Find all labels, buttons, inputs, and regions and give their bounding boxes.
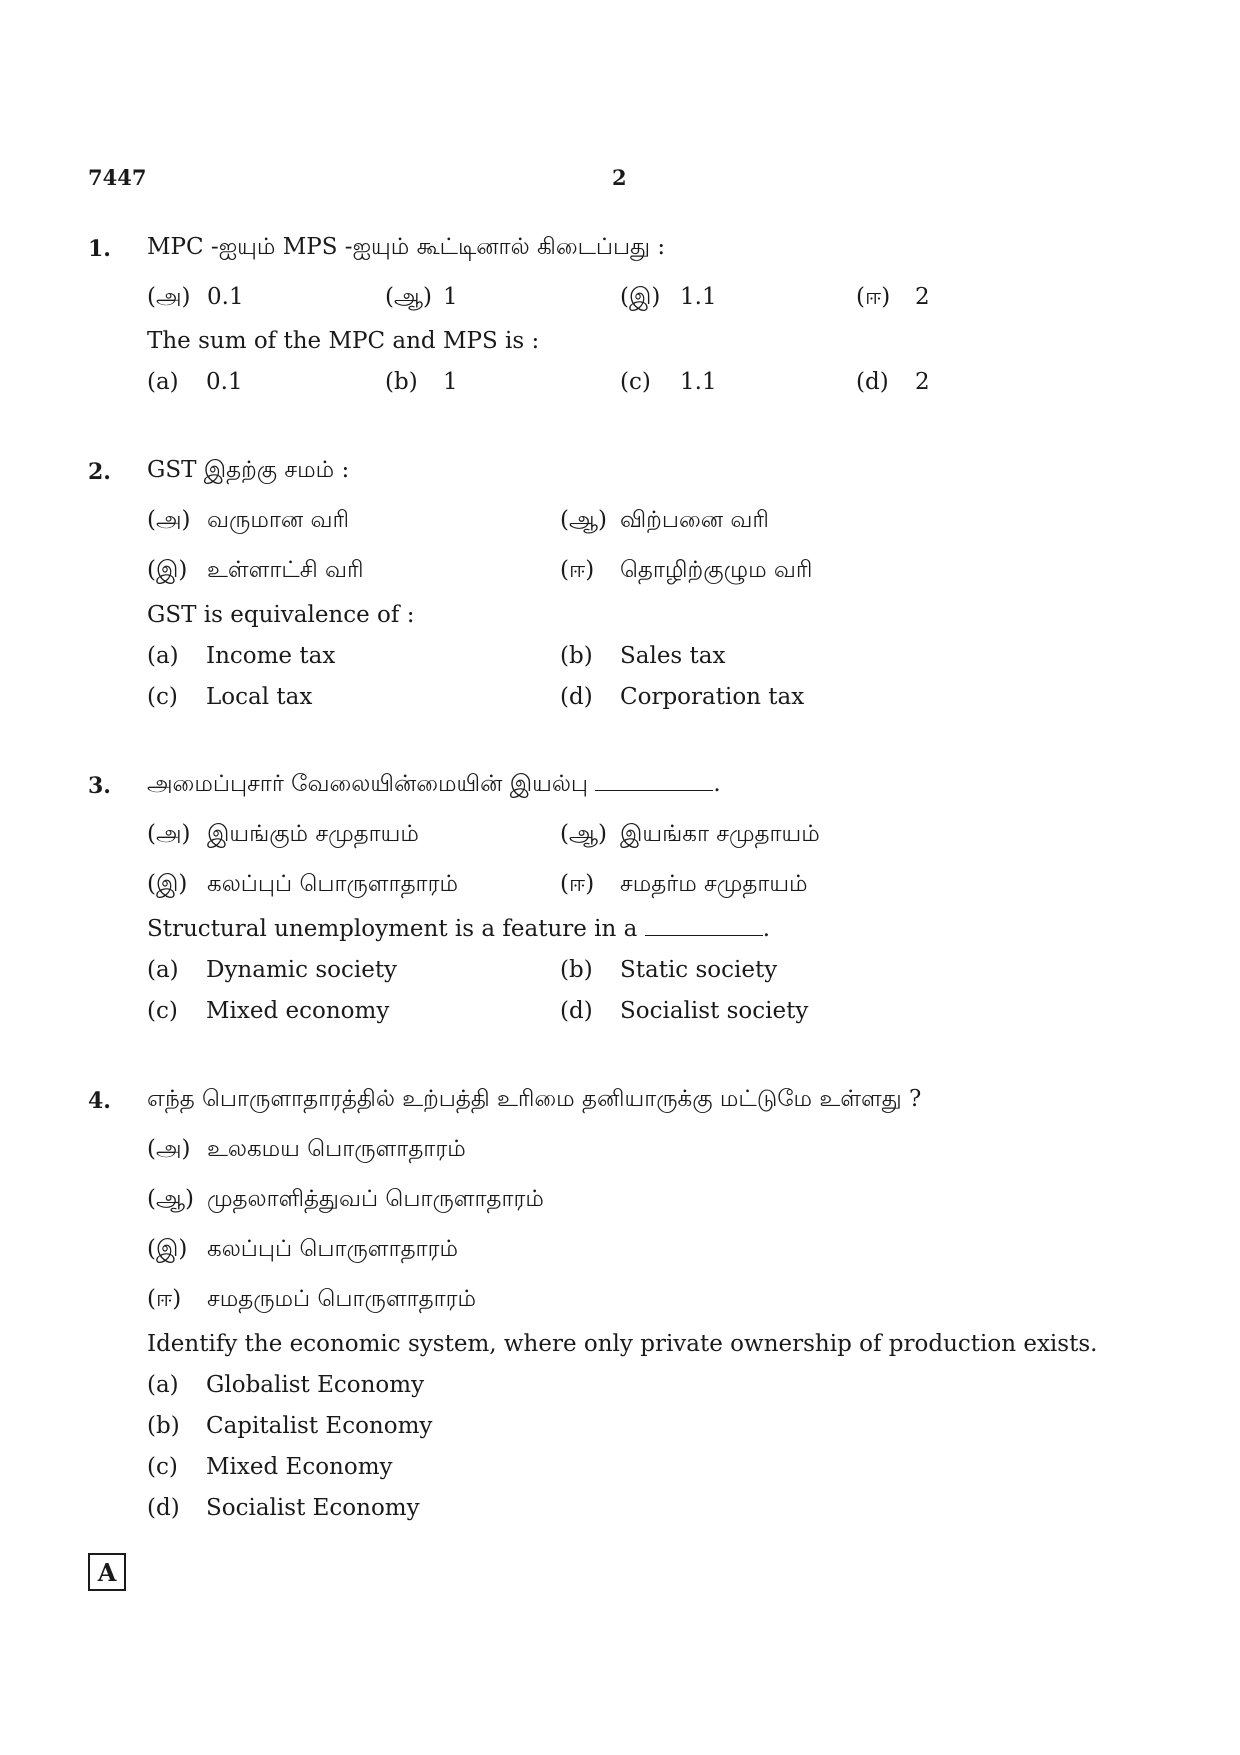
option-text: 2 (915, 369, 930, 395)
option-label: (c) (147, 684, 178, 710)
answer-blank (595, 789, 713, 791)
option-text: வருமான வரி (207, 507, 350, 533)
option-text: Socialist Economy (206, 1495, 420, 1521)
option-label: (c) (620, 369, 651, 395)
option-text: 0.1 (206, 369, 243, 395)
question-stem-english: GST is equivalence of : (147, 602, 415, 628)
question-stem-tamil: GST இதற்கு சமம் : (147, 457, 350, 483)
option-label: (இ) (620, 284, 661, 310)
option-label: (b) (147, 1413, 180, 1439)
option-label: (ஆ) (560, 507, 608, 533)
option-text: விற்பனை வரி (620, 507, 769, 533)
option-label: (ஈ) (856, 284, 891, 310)
option-label: (d) (560, 684, 593, 710)
option-label: (அ) (147, 1136, 191, 1162)
option-text: Capitalist Economy (206, 1413, 433, 1439)
option-label: (இ) (147, 557, 188, 583)
option-text: 2 (915, 284, 930, 310)
question-stem-tamil: MPC -ஐயும் MPS -ஐயும் கூட்டினால் கிடைப்பது : (147, 234, 666, 260)
option-text: Mixed economy (206, 998, 390, 1024)
option-label: (இ) (147, 871, 188, 897)
question-number: 2. (88, 459, 111, 485)
page-number: 2 (612, 165, 627, 190)
option-text: இயங்கும் சமுதாயம் (207, 821, 419, 847)
paper-code: 7447 (88, 165, 147, 190)
option-text: Static society (620, 957, 778, 983)
option-label: (அ) (147, 507, 191, 533)
option-text: கலப்புப் பொருளாதாரம் (207, 1236, 458, 1262)
option-text: சமதர்ம சமுதாயம் (620, 871, 808, 897)
option-text: தொழிற்குழும வரி (620, 557, 813, 583)
option-label: (அ) (147, 821, 191, 847)
option-text: 1 (443, 284, 458, 310)
option-label: (a) (147, 1372, 179, 1398)
option-label: (a) (147, 643, 179, 669)
stem-text: அமைப்புசார் வேலையின்மையின் இயல்பு (147, 771, 589, 797)
option-label: (a) (147, 369, 179, 395)
option-label: (ஆ) (147, 1186, 195, 1212)
question-number: 1. (88, 236, 111, 262)
option-text: Local tax (206, 684, 313, 710)
option-text: 1 (443, 369, 458, 395)
option-label: (b) (560, 643, 593, 669)
option-text: முதலாளித்துவப் பொருளாதாரம் (207, 1186, 544, 1212)
option-label: (b) (385, 369, 418, 395)
option-label: (d) (560, 998, 593, 1024)
option-label: (ஈ) (147, 1286, 182, 1312)
option-label: (a) (147, 957, 179, 983)
answer-blank (645, 934, 763, 936)
option-text: சமதருமப் பொருளாதாரம் (207, 1286, 476, 1312)
option-label: (ஆ) (560, 821, 608, 847)
option-label: (இ) (147, 1236, 188, 1262)
option-label: (ஆ) (385, 284, 433, 310)
question-stem-english: The sum of the MPC and MPS is : (147, 328, 540, 354)
option-label: (d) (147, 1495, 180, 1521)
option-text: Globalist Economy (206, 1372, 425, 1398)
option-label: (d) (856, 369, 889, 395)
option-label: (அ) (147, 284, 191, 310)
option-label: (b) (560, 957, 593, 983)
option-text: 1.1 (680, 284, 717, 310)
option-text: Sales tax (620, 643, 726, 669)
option-text: Socialist society (620, 998, 809, 1024)
option-text: கலப்புப் பொருளாதாரம் (207, 871, 458, 897)
option-text: 0.1 (207, 284, 244, 310)
option-text: Mixed Economy (206, 1454, 393, 1480)
question-number: 3. (88, 773, 111, 799)
series-box: A (88, 1553, 126, 1591)
question-number: 4. (88, 1088, 111, 1114)
option-label: (ஈ) (560, 871, 595, 897)
option-text: இயங்கா சமுதாயம் (620, 821, 820, 847)
option-text: Dynamic society (206, 957, 398, 983)
option-label: (c) (147, 1454, 178, 1480)
option-label: (ஈ) (560, 557, 595, 583)
option-label: (c) (147, 998, 178, 1024)
question-stem-tamil: எந்த பொருளாதாரத்தில் உற்பத்தி உரிமை தனியாருக்கு மட்டுமே உள்ளது ? (147, 1086, 922, 1112)
option-text: Income tax (206, 643, 336, 669)
stem-text: Structural unemployment is a feature in a (147, 916, 638, 942)
question-stem-english: Structural unemployment is a feature in a . (147, 916, 770, 942)
option-text: 1.1 (680, 369, 717, 395)
option-text: உலகமய பொருளாதாரம் (207, 1136, 466, 1162)
option-text: Corporation tax (620, 684, 805, 710)
question-stem-english: Identify the economic system, where only private ownership of production exists. (147, 1331, 1098, 1357)
option-text: உள்ளாட்சி வரி (207, 557, 364, 583)
question-stem-tamil: அமைப்புசார் வேலையின்மையின் இயல்பு . (147, 771, 721, 797)
